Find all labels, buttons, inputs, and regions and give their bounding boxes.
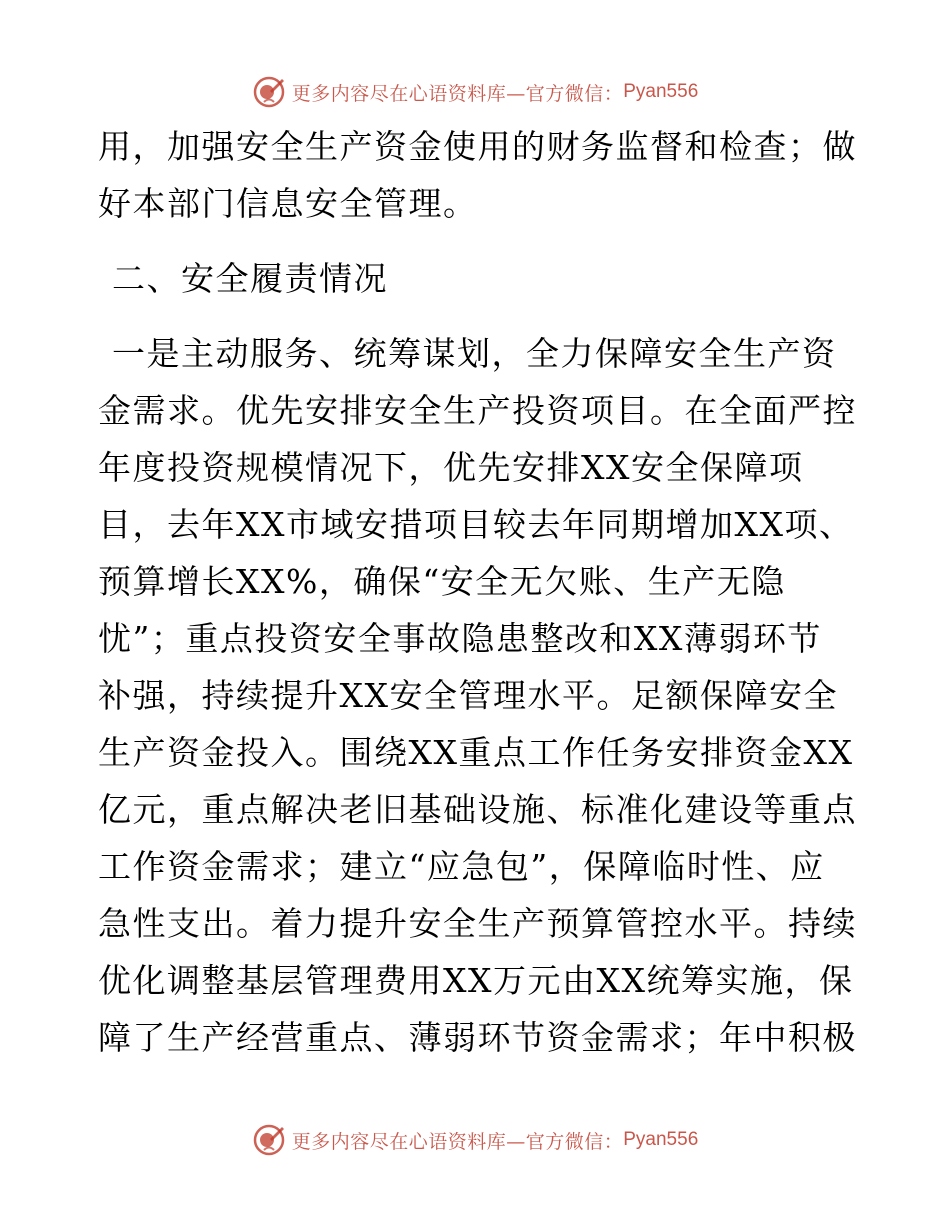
- text-line: 障了生产经营重点、薄弱环节资金需求；年中积极: [98, 1018, 857, 1057]
- text-line: 目，去年XX市域安措项目较去年同期增加XX项、: [98, 505, 854, 544]
- text-line: 优化调整基层管理费用XX万元由XX统筹实施，保: [98, 961, 854, 1000]
- watermark-text: 更多内容尽在心语资料库—官方微信：: [291, 1130, 624, 1153]
- text-line: 急性支出。着力提升安全生产预算管控水平。持续: [98, 904, 857, 943]
- text-line: 年度投资规模情况下，优先安排XX安全保障项: [98, 448, 804, 487]
- text-line: 亿元，重点解决老旧基础设施、标准化建设等重点: [98, 790, 857, 829]
- watermark-text: 更多内容尽在心语资料库—官方微信：: [291, 82, 624, 105]
- text-line: 用，加强安全生产资金使用的财务监督和检查；做: [98, 127, 857, 166]
- watermark-wechat-id: Pyan556: [623, 81, 699, 102]
- text-line: 生产资金投入。围绕XX重点工作任务安排资金XX: [98, 733, 854, 772]
- brand-logo-icon: [252, 1123, 286, 1157]
- text-line: 一是主动服务、统筹谋划，全力保障安全生产资: [112, 334, 837, 373]
- text-line: 金需求。优先安排安全生产投资项目。在全面严控: [98, 391, 857, 430]
- paragraph-safety-duties: [98, 325, 858, 1066]
- watermark-wechat-id: Pyan556: [623, 1129, 699, 1150]
- section-heading: 二、安全履责情况: [112, 259, 388, 298]
- text-line: 工作资金需求；建立“应急包”，保障临时性、应: [98, 847, 825, 886]
- text-line: 预算增长XX%，确保“安全无欠账、生产无隐: [98, 562, 786, 601]
- text-line: 忧”；重点投资安全事故隐患整改和XX薄弱环节: [98, 619, 822, 658]
- document-body: [98, 118, 858, 1066]
- brand-logo-icon: [252, 75, 286, 109]
- header-watermark-banner: [0, 72, 950, 112]
- footer-watermark-banner: [0, 1120, 950, 1160]
- paragraph-continued: [98, 118, 858, 232]
- text-line: 补强，持续提升XX安全管理水平。足额保障安全: [98, 676, 838, 715]
- text-line: 好本部门信息安全管理。: [98, 184, 478, 223]
